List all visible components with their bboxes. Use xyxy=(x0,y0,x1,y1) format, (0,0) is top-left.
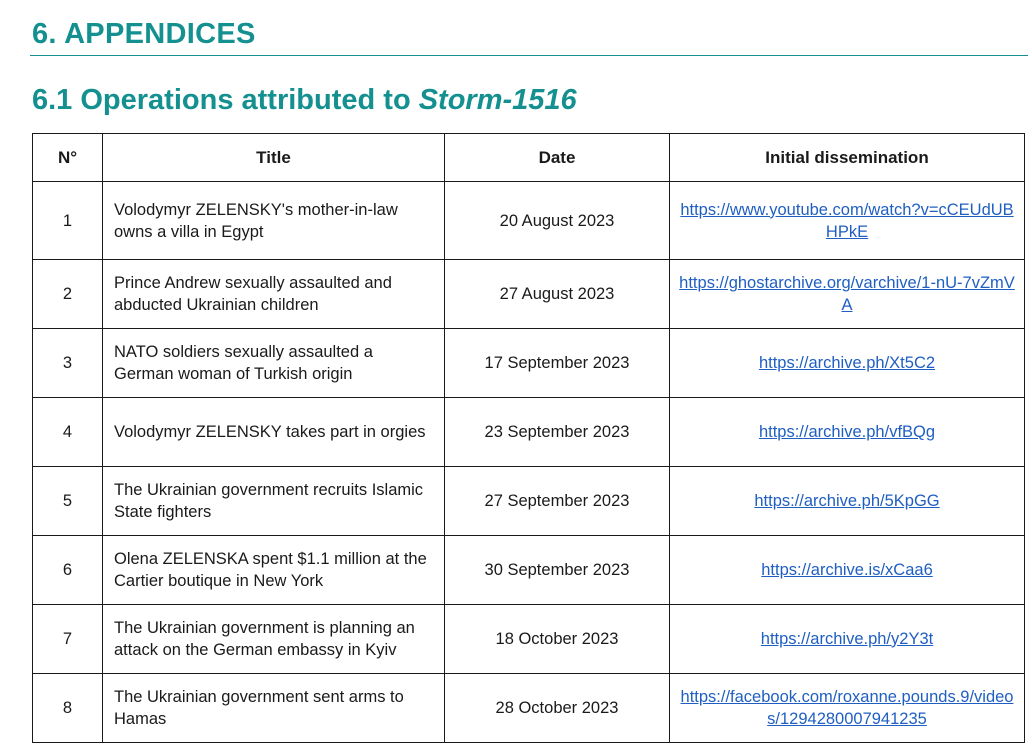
row-number: 7 xyxy=(33,605,103,674)
row-number: 2 xyxy=(33,260,103,329)
header-number: N° xyxy=(33,134,103,182)
dissemination-link[interactable]: https://archive.ph/Xt5C2 xyxy=(758,354,936,372)
row-date: 20 August 2023 xyxy=(445,182,670,260)
row-title: Volodymyr ZELENSKY takes part in orgies xyxy=(103,398,445,467)
subsection-heading-prefix: 6.1 Operations attributed to xyxy=(32,84,419,116)
table-row xyxy=(33,536,1025,605)
header-title: Title xyxy=(103,134,445,182)
header-dissemination: Initial dissemination xyxy=(670,134,1025,182)
table-row xyxy=(33,329,1025,398)
row-number: 6 xyxy=(33,536,103,605)
dissemination-link[interactable]: https://archive.ph/5KpGG xyxy=(754,492,940,510)
row-title: Prince Andrew sexually assaulted and abducted Ukrainian children xyxy=(103,260,445,329)
row-title: Volodymyr ZELENSKY's mother-in-law owns a villa in Egypt xyxy=(103,182,445,260)
header-date: Date xyxy=(445,134,670,182)
dissemination-link[interactable]: https://archive.ph/y2Y3t xyxy=(760,630,934,648)
row-date: 27 August 2023 xyxy=(445,260,670,329)
row-date: 18 October 2023 xyxy=(445,605,670,674)
row-title: The Ukrainian government is planning an attack on the German embassy in Kyiv xyxy=(103,605,445,674)
table-header-row xyxy=(33,134,1025,182)
row-number: 5 xyxy=(33,467,103,536)
row-title: NATO soldiers sexually assaulted a German woman of Turkish origin xyxy=(103,329,445,398)
dissemination-link[interactable]: https://facebook.com/roxanne.pounds.9/videos/1294280007941235 xyxy=(680,688,1014,728)
table-row xyxy=(33,182,1025,260)
row-title: The Ukrainian government sent arms to Hamas xyxy=(103,674,445,743)
table-row xyxy=(33,260,1025,329)
section-heading: 6. APPENDICES xyxy=(32,18,256,50)
row-link-cell xyxy=(670,536,1025,605)
subsection-heading xyxy=(32,84,577,117)
row-link-cell xyxy=(670,260,1025,329)
row-number: 4 xyxy=(33,398,103,467)
row-date: 27 September 2023 xyxy=(445,467,670,536)
dissemination-link[interactable]: https://www.youtube.com/watch?v=cCEUdUBHPkE xyxy=(680,200,1014,241)
row-date: 30 September 2023 xyxy=(445,536,670,605)
dissemination-link[interactable]: https://ghostarchive.org/varchive/1-nU-7vZmVA xyxy=(679,274,1015,314)
row-link-cell xyxy=(670,329,1025,398)
table-row xyxy=(33,467,1025,536)
dissemination-link[interactable]: https://archive.ph/vfBQg xyxy=(758,423,936,441)
table-row xyxy=(33,398,1025,467)
row-number: 1 xyxy=(33,182,103,260)
row-date: 17 September 2023 xyxy=(445,329,670,398)
dissemination-link[interactable]: https://archive.is/xCaa6 xyxy=(761,561,933,579)
table-row xyxy=(33,605,1025,674)
row-number: 8 xyxy=(33,674,103,743)
row-title: Olena ZELENSKA spent $1.1 million at the Cartier boutique in New York xyxy=(103,536,445,605)
row-link-cell xyxy=(670,182,1025,260)
row-date: 28 October 2023 xyxy=(445,674,670,743)
operations-table xyxy=(32,133,1025,743)
row-title: The Ukrainian government recruits Islamic State fighters xyxy=(103,467,445,536)
row-date: 23 September 2023 xyxy=(445,398,670,467)
row-link-cell xyxy=(670,467,1025,536)
row-link-cell xyxy=(670,398,1025,467)
row-link-cell xyxy=(670,605,1025,674)
subsection-heading-italic: Storm-1516 xyxy=(418,84,577,116)
row-link-cell xyxy=(670,674,1025,743)
table-row xyxy=(33,674,1025,743)
heading-rule xyxy=(30,55,1028,56)
row-number: 3 xyxy=(33,329,103,398)
